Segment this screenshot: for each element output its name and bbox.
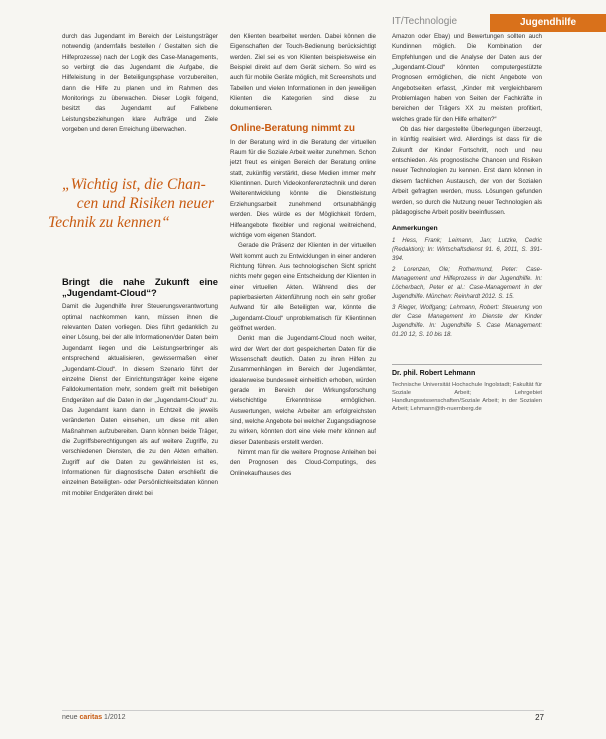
pull-quote-line: „Wichtig ist, die Chan- — [62, 176, 206, 194]
section-heading: Bringt die nahe Zukunft eine „Jugendamt-Cloud“? — [62, 276, 218, 299]
section-tab: Jugendhilfe — [490, 14, 606, 32]
issue-number: 1/2012 — [102, 714, 126, 721]
note-item: 2 Lorenzen, Ole; Rothermund, Peter: Case-Management und Hilfeprozess in der Jugendhilfe. In: Löcherbach, Peter et al.: Case-Management in der Jugendhilfe. München: Reinhardt 2012. S. 15. — [392, 266, 542, 300]
pull-quote-line: Technik zu kennen“ — [48, 214, 170, 232]
body-paragraph: den Klienten bearbeitet werden. Dabei können die Eigenschaften der Touch-Bedienung berücksichtigt werden. Ziel sei es von Klienten beispielsweise ein Beispiel direkt auf dem Gerät sichern. So wird es auch für mobile Geräte möglich, mit Screenshots und Tabellen und vielen Informationen in den jeweiligen Klienten die Kategorien sind diese zu dokumentieren. — [230, 33, 376, 113]
note-item: 1 Hess, Frank; Leimann, Jan; Lutzke, Cedric (Redaktion); In: Wirtschaftsdienst 91. 6, 2011, S. 391-394. — [392, 237, 542, 262]
body-paragraph: In der Beratung wird in die Beratung der virtuellen Raum für die Soziale Arbeit weiter zunehmen. Schon jetzt freut es einigen Bereich der Beratung online statt, zukünftig verstärkt, diese Medien immer mehr Klientinnen. Durch Videokonferenztechnik und deren Weiterentwicklung könnte die Dienstleistung Erziehungsarbeit zunehmend ortsunabhängig werden. Dies würde es der Möglichkeit fördern, Hilfeangebote flexibler und regional weitreichend, wichtige vom eigenen Standort. — [230, 138, 376, 239]
body-paragraph: Amazon oder Ebay) und Bewertungen sollten auch Kundinnen möglich. Die Kombination der Empfehlungen und die Analyse der Daten aus der „Jugendamt-Cloud“ könnten computergestützte Prognosen ermöglichen, die nicht Angebote von Angebotseiten erfasst, „Kinder mit vergleichbarem Problemlagen haben von Seiten der Fachkräfte in bereichen der Trägers XX zu meisten profitiert, welches grade für den Hilfe erhalten?“ — [392, 33, 542, 123]
column-left — [48, 32, 218, 692]
section-heading: Online-Beratung nimmt zu — [230, 122, 355, 134]
body-paragraph: Nimmt man für die weitere Prognose Anleihen bei den Prognosen des Cloud-Computings, des Onlinekaufhauses des — [230, 449, 376, 477]
note-item: 3 Rieger, Wolfgang; Lehmann, Robert: Steuerung von der Case Management im Dienste der Kinder Jugendhilfe. In: Jugendhilfe 5. Case Management: 01.20 12, S. 10 bis 18. — [392, 304, 542, 338]
pull-quote — [48, 175, 218, 232]
body-paragraph: Ob das hier dargestellte Überlegungen überzeugt, in künftig realisiert wird. Allerdings ist dass für die Zukunft der Kinder Fortschritt, noch und neu entschieden. Als prognostische Chancen und Risiken neuer Technologien zu kennen. Erst dann können in diesem fachlichen Austausch, der von der Sozialen Arbeit gefragten werden, muss. Lösungen gefunden werden, so durch die Nutzung neuer Technologien als pädagogische Arbeit positiv beeinflussen. — [392, 126, 542, 216]
page-footer — [62, 710, 544, 723]
magazine-name — [62, 714, 125, 721]
column-middle — [230, 32, 376, 692]
author-bio: Technische Universität Hochschule Ingolstadt; Fakultät für Soziale Arbeit; Lehrgebiet Handlungswissenschaften/Soziale Arbeit; in der Sozialen Arbeit; Lehmann@th-nuernberg.de — [392, 381, 542, 413]
body-paragraph: durch das Jugendamt im Bereich der Leistungsträger notwendig (andernfalls bestellen / Gestalten sich die Hilfeprozesse) nach der Logik des Case-Managements, so verbirgt die das Jugendamt die Aufgabe, die Hilfeleistung in der Beteiligungsphase vorzubereiten, dann die Hilfe zu planen und im Rahmen des Monitorings zu überwachen. Dieser Logik folgend, besitzt das Jugendamt auf Fallebene Leistungsbeziehungen klare Aufträge und Ziele vorgeben und deren Erreichung überwachen. — [62, 33, 218, 134]
divider — [392, 364, 542, 365]
column-right — [392, 32, 542, 692]
notes-list — [392, 237, 542, 340]
page-number: 27 — [535, 713, 544, 722]
body-paragraph: Denkt man die Jugendamt-Cloud noch weiter, wird der Wert der dort gespeicherten Daten für die Wissenschaft deutlich. Daten zu ihren Hilfen zu Zusammenhängen im Bereich der Jugendämter, idealerweise bundesweit einheitlich erhoben, würden gerade im Bereich der Wirkungsforschung vielschichtige Erkenntnisse ermöglichen. Auswertungen, welche Arbeiter am erfolgreichsten sind, welche Angebote bei welcher Zugangsdiagnose zu wirken, könnten dort eine viele mehr können auf dieser Datenbasis erstellt werden. — [230, 335, 376, 446]
section-label: IT/Technologie — [392, 16, 458, 27]
pull-quote-line: cen und Risiken neuer — [76, 195, 214, 213]
body-paragraph: Gerade die Präsenz der Klienten in der virtuellen Welt kommt auch zu Entwicklungen in einer anderen Richtung führen. Aus technologischen Sicht spricht nichts mehr gegen eine Entscheidung der Klienten in einer virtuellen Akten. Während dies der papierbasierten Aktenführung noch ein sehr großer Aufwand für alle Beteiligten war, könnte die „Jugendamt-Cloud“ unproblematisch für Klientinnen geöffnet werden. — [230, 242, 376, 332]
notes-heading: Anmerkungen — [392, 225, 438, 233]
magazine-name-a: neue — [62, 714, 80, 721]
magazine-name-b: caritas — [79, 714, 103, 721]
body-paragraph: Damit die Jugendhilfe ihrer Steuerungsverantwortung optimal nachkommen kann, müssen ihnen die relevanten Daten vorliegen. Dies führt gedanklich zu einer Lösung, bei der alle Informationen/der Daten beim Jugendamt liegen und die Leistungserbringer als entsprechend aktualisieren, gewissermaßen einer „Jugendamt-Cloud“. In diesem Szenario führt der einzelne Dienst der Einrichtungsträger keine eigene Falldokumentation mehr, sondern greift mit beliebigen Endgeräten auf die Daten in der „Jugendamt-Cloud“ zu. Das Jugendamt kann dann in Echtzeit die jeweils veränderten Daten einsehen, um diese mit allen Maßnahmen aufzubereiten. Dann können beide Träger, die Zugriffsberechtigungen als auf weitere Zugriffe, zu verschiedenen Diensten, die zu den Akten erhalten. Zugriff auf die Daten zu gewährleisten ist es, Informationen für diagnostische Daten erschließt die einzelnen Beteiligten- oder Persönlichkeitsdaten können mit mobiler Endgeräten direkt bei — [62, 303, 218, 497]
page-header — [0, 14, 606, 32]
author-name: Dr. phil. Robert Lehmann — [392, 369, 476, 377]
